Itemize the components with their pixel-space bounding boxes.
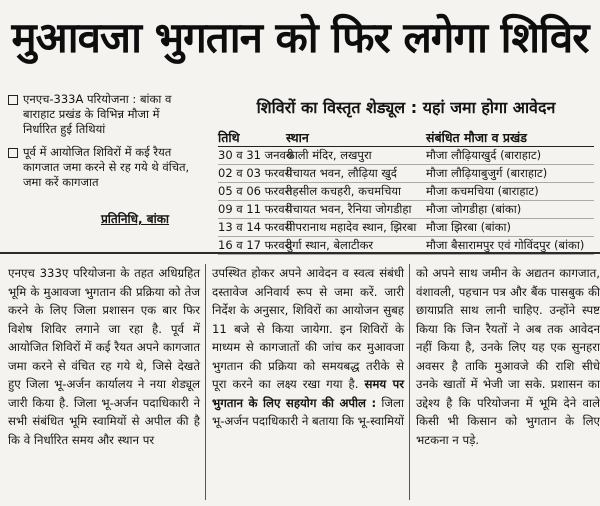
cell-place: पीपरानाथ महादेव स्थान, झिरबा: [286, 220, 417, 234]
bullet-square-icon: [8, 95, 18, 105]
cell-date: 09 व 11 फरवरी: [218, 202, 293, 216]
highlights: [8, 92, 196, 198]
body-column-1: एनएच 333ए परियोजना के तहत अधिग्रहित भूमि के मुआवजा भुगतान की प्रक्रिया को तेज करने के लिए जिला प्रशासन एक बार फिर विशेष शिविर लगाने जा रहा है. पूर्व में आयोजित शिविरों में कई रैयत अपने कागजात जमा करने से वंचित रह गये थे, जिसे देखते हुए जिला भू-अर्जन कार्यालय ने नया शेड्यूल जारी किया है. जिला भू-अर्जन पदाधिकारी ने सभी संबंधित भूमि स्वामियों से अपील की है कि वे निर्धारित समय और स्थान पर: [8, 266, 200, 447]
byline: प्रतिनिधि, बांका: [100, 212, 170, 226]
cell-date: 30 व 31 जनवरी: [218, 148, 294, 162]
cell-mauza: मौजा लौढ़ियाबुजुर्ग (बाराहाट): [426, 166, 548, 180]
column-rule: [409, 264, 410, 500]
body-paragraph: उपस्थित होकर अपने आवेदन व स्वत्व संबंधी दस्तावेज अनिवार्य रूप से जमा करें. जारी निर्देश के अनुसार, शिविरों का आयोजन सुबह 11 बजे से किया जायेगा. इन शिविरों के माध्यम से कागजातों की जांच कर मुआवजा भुगतान की प्रक्रिया को समयबद्ध तरीके से पूरा करने का लक्ष्य रखा गया है.: [212, 266, 404, 391]
cell-place: तहसील कचहरी, कचमचिया: [286, 184, 402, 198]
cell-mauza: मौजा कचमचिया (बाराहाट): [426, 184, 539, 198]
table-row: [218, 219, 594, 237]
cell-place: पंचायत भवन, रैनिया जोगडीहा: [286, 202, 412, 216]
schedule-header-row: [218, 128, 594, 147]
schedule-title: शिविरों का विस्तृत शेड्यूल : यहां जमा होगा आवेदन: [256, 98, 556, 117]
highlight-text: एनएच-333A परियोजना : बांका व बाराहाट प्रखंड के विभिन्न मौजा में निर्धारित हुई तिथियां: [23, 92, 172, 136]
table-row: [218, 183, 594, 201]
table-row: [218, 147, 594, 165]
cell-place: दुर्गा स्थान, बेलाटीकर: [286, 238, 374, 252]
schedule-table: [218, 128, 594, 255]
highlight-item: [8, 92, 196, 137]
cell-mauza: मौजा झिरबा (बांका): [426, 220, 511, 234]
headline: मुआवजा भुगतान को फिर लगेगा शिविर: [11, 12, 589, 62]
cell-mauza: मौजा बैसारामपुर एवं गोविंदपुर (बांका): [426, 238, 585, 252]
body-column-2: [212, 264, 404, 500]
cell-mauza: मौजा जोगडीहा (बांका): [426, 202, 522, 216]
column-rule: [205, 264, 206, 500]
highlight-item: [8, 145, 196, 190]
cell-date: 02 व 03 फरवरी: [218, 166, 293, 180]
cell-mauza: मौजा लौढ़ियाखुर्द (बाराहाट): [426, 148, 542, 162]
highlight-text: पूर्व में आयोजित शिविरों में कई रैयत कागजात जमा करने से रह गये थे वंचित, जमा करें कागजात: [23, 145, 190, 189]
header-mauza: संबंधित मौजा व प्रखंड: [426, 129, 527, 145]
table-row: [218, 201, 594, 219]
body-paragraph: जिला भू-अर्जन पदाधिकारी ने बताया कि भू-स्वामियों: [212, 395, 404, 428]
subheading: समय पर भुगतान के लिए सहयोग की अपील :: [212, 377, 405, 410]
header-date: तिथि: [218, 129, 240, 145]
cell-date: 13 व 14 फरवरी: [218, 220, 293, 234]
table-row: [218, 165, 594, 183]
cell-place: काली मंदिर, लखपुरा: [286, 148, 372, 162]
section-divider: [0, 252, 600, 254]
header-place: स्थान: [286, 129, 309, 145]
cell-date: 16 व 17 फरवरी: [218, 238, 293, 252]
body-column-3: को अपने साथ जमीन के अद्यतन कागजात, वंशावली, पहचान पत्र और बैंक पासबुक की छायाप्रति साथ लानी चाहिए. उन्होंने स्पष्ट किया कि जिन रैयतों ने अब तक आवेदन नहीं किया है, उनके लिए यह एक सुनहरा अवसर है ताकि मुआवजे की राशि सीधे उनके खातों में भेजी जा सके. प्रशासन का उद्देश्य है कि परियोजना में भूमि देने वाले किसी भी किसान को भुगतान के लिए भटकना न पड़े.: [416, 266, 600, 447]
cell-place: पंचायत भवन, लौढ़िया खुर्द: [286, 166, 397, 180]
cell-date: 05 व 06 फरवरी: [218, 184, 293, 198]
bullet-square-icon: [8, 148, 18, 158]
